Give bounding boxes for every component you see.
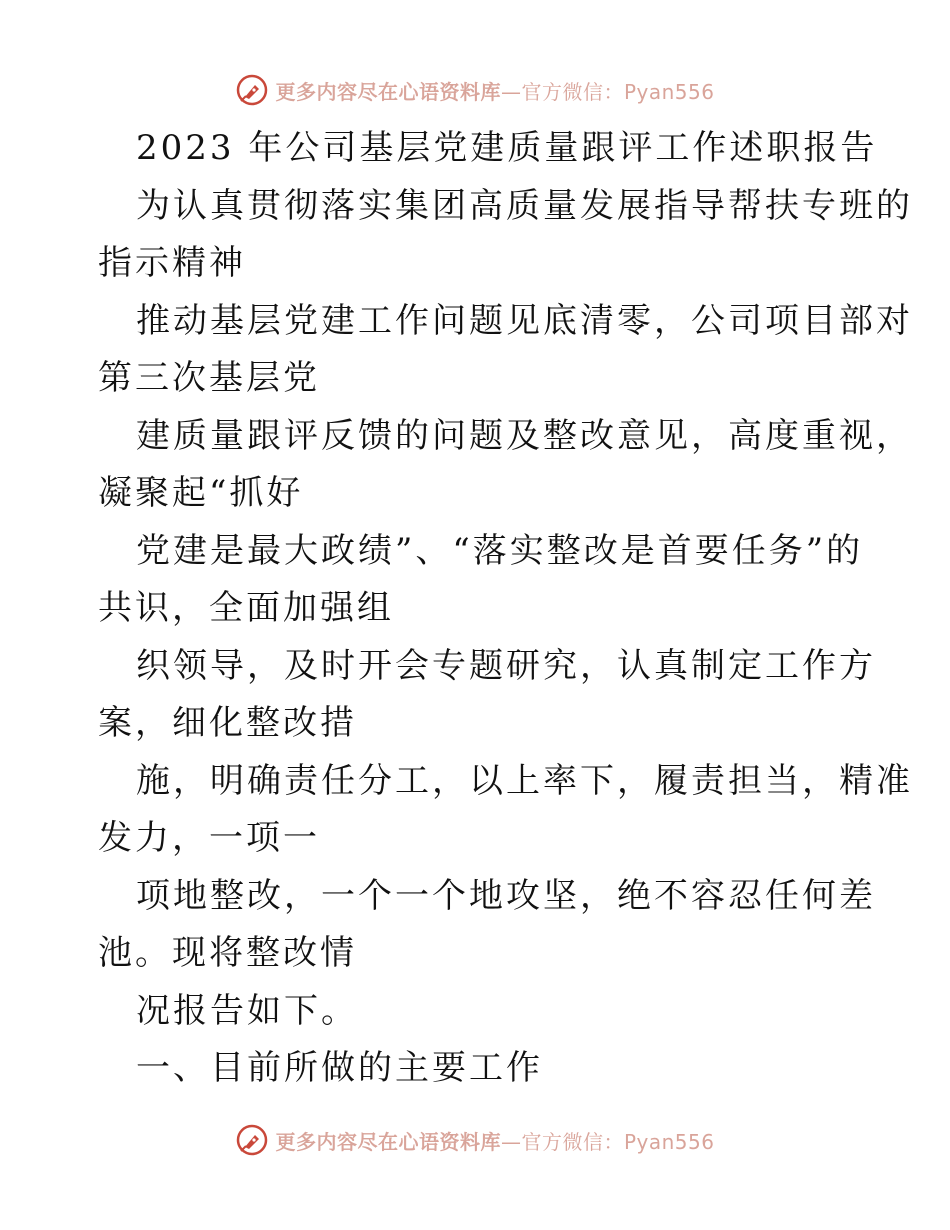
header-watermark xyxy=(0,70,950,110)
paragraph-line: 施，明确责任分工，以上率下，履责担当，精准 xyxy=(136,760,913,801)
watermark-text xyxy=(275,76,714,105)
watermark-brand: 更多内容尽在心语资料库 xyxy=(275,1129,501,1154)
paragraph-line: 况报告如下。 xyxy=(136,990,358,1031)
paragraph-line: 建质量跟评反馈的问题及整改意见，高度重视， xyxy=(136,415,913,456)
paragraph-line: 凝聚起“抓好 xyxy=(98,473,304,513)
pen-nib-logo-icon xyxy=(235,1123,269,1157)
watermark-official: 官方微信：Pyan556 xyxy=(521,1129,715,1154)
paragraph-line: 织领导，及时开会专题研究，认真制定工作方 xyxy=(136,645,876,686)
paragraph-line: 第三次基层党 xyxy=(98,358,320,398)
paragraph-line: 发力，一项一 xyxy=(98,818,320,858)
paragraph-line: 指示精神 xyxy=(98,243,246,283)
paragraph-line: 共识，全面加强组 xyxy=(98,588,394,628)
paragraph-line: 池。现将整改情 xyxy=(98,933,357,973)
footer-watermark xyxy=(0,1120,950,1160)
paragraph-line: 案，细化整改措 xyxy=(98,703,357,743)
document-title: 2023 年公司基层党建质量跟评工作述职报告 xyxy=(136,128,878,168)
watermark-text xyxy=(275,1126,714,1155)
section-heading: 一、目前所做的主要工作 xyxy=(136,1048,543,1088)
paragraph-line: 推动基层党建工作问题见底清零，公司项目部对 xyxy=(136,300,913,341)
document-body xyxy=(98,120,913,1098)
watermark-separator: — xyxy=(500,79,522,104)
watermark-brand: 更多内容尽在心语资料库 xyxy=(275,79,501,104)
paragraph-line: 项地整改，一个一个地攻坚，绝不容忍任何差 xyxy=(136,875,876,916)
watermark-official: 官方微信：Pyan556 xyxy=(521,79,715,104)
paragraph-line: 为认真贯彻落实集团高质量发展指导帮扶专班的 xyxy=(136,185,913,226)
watermark-separator: — xyxy=(500,1129,522,1154)
paragraph-line: 党建是最大政绩”、“落实整改是首要任务”的 xyxy=(136,530,864,571)
pen-nib-logo-icon xyxy=(235,73,269,107)
